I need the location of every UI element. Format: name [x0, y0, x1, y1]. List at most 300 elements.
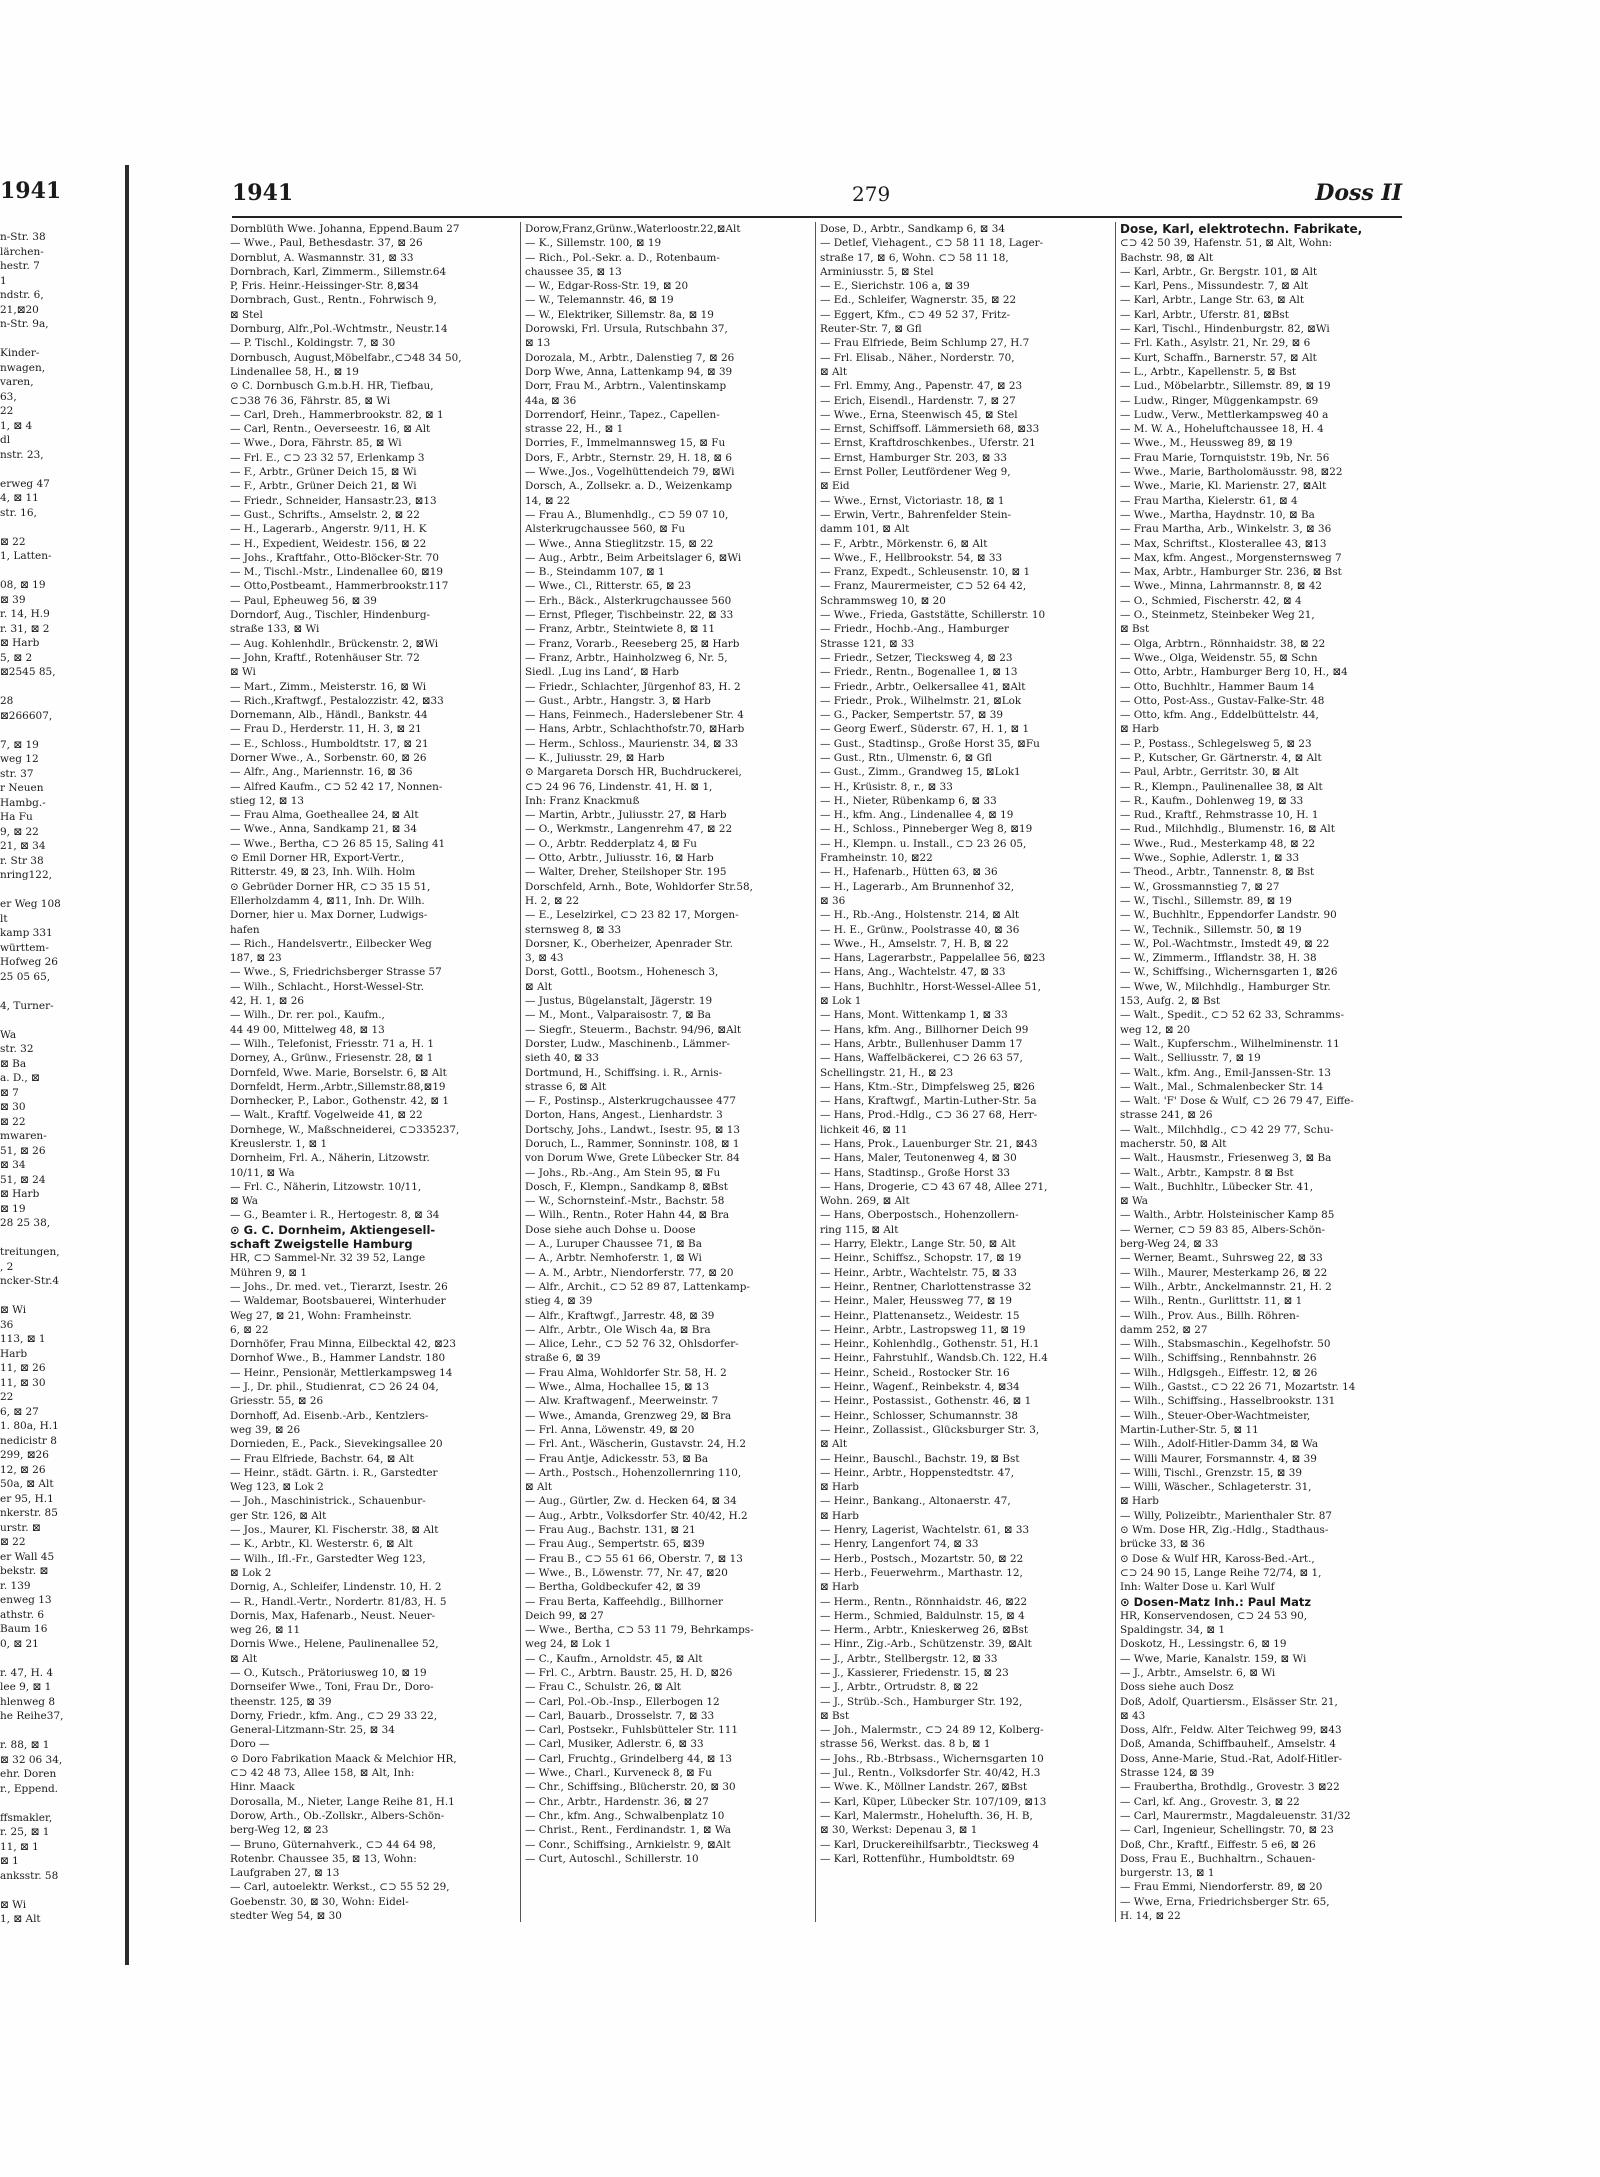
previous-page-line: 36 [0, 1318, 14, 1331]
previous-page-line: ehr. Doren [0, 1768, 57, 1780]
directory-entry: — Christ., Rent., Ferdinandstr. 1, ⊠ Wa [525, 1824, 731, 1837]
directory-entry: Dornhof Wwe., B., Hammer Landstr. 180 [230, 1352, 446, 1365]
previous-page-line: ⊠ 30 [0, 1101, 26, 1113]
book-spine [125, 165, 129, 1965]
directory-entry: — Wwe, Marie, Kanalstr. 159, ⊠ Wi [1120, 1652, 1307, 1665]
directory-entry: Inh: Franz Knackmuß [525, 794, 640, 807]
previous-page-line: mwaren- [0, 1130, 47, 1142]
directory-entry: — Walt., Kupferschm., Wilhelminenstr. 11 [1120, 1037, 1340, 1050]
directory-entry: weg 39, ⊠ 26 [230, 1423, 301, 1436]
previous-page-line: r., Eppend. [0, 1782, 59, 1795]
directory-entry: — Johs., Rb.-Ang., Am Stein 95, ⊠ Fu [525, 1166, 721, 1179]
previous-page-line: 11, ⊠ 30 [0, 1376, 46, 1389]
directory-entry: — Frau B., ⊂⊃ 55 61 66, Oberstr. 7, ⊠ 13 [525, 1552, 743, 1565]
directory-entry: — Wwe., Alma, Hochallee 15, ⊠ 13 [525, 1381, 710, 1394]
directory-entry: Dorow, Arth., Ob.-Zollskr., Albers-Schön- [230, 1809, 445, 1822]
directory-entry: ⊙ C. Dornbusch G.m.b.H. HR, Tiefbau, [230, 380, 434, 393]
directory-entry: — Willi, Wäscher., Schlageterstr. 31, [1120, 1481, 1312, 1494]
directory-entry: — J., Dr. phil., Studienrat, ⊂⊃ 26 24 04, [230, 1381, 439, 1394]
previous-page-line: r. 139 [0, 1579, 31, 1592]
directory-entry: — Walter, Dreher, Steilshoper Str. 195 [525, 866, 727, 879]
directory-entry: — Georg Ewerf., Süderstr. 67, H. 1, ⊠ 1 [820, 723, 1030, 736]
previous-page-line: r Neuen [0, 782, 44, 794]
directory-entry: — Herm., Schloss., Maurienstr. 34, ⊠ 33 [525, 737, 739, 750]
directory-entry: — Friedr., Arbtr., Oelkersallee 41, ⊠Alt [820, 680, 1026, 693]
directory-entry: — Frau Alma, Goetheallee 24, ⊠ Alt [230, 809, 419, 822]
previous-page-line: Wa [0, 1028, 17, 1041]
directory-entry: — H., kfm. Ang., Lindenallee 4, ⊠ 19 [820, 809, 1014, 822]
directory-entry: — Wwe.,Jos., Vogelhüttendeich 79, ⊠Wi [525, 466, 735, 479]
directory-entry: Dorndorf, Aug., Tischler, Hindenburg- [230, 609, 430, 622]
directory-entry: — Wwe., Bertha, ⊂⊃ 26 85 15, Saling 41 [230, 837, 446, 850]
directory-entry: — Herb., Postsch., Mozartstr. 50, ⊠ 22 [820, 1552, 1024, 1565]
previous-page-line: ⊠ Ba [0, 1057, 27, 1070]
directory-entry: Inh: Walter Dose u. Karl Wulf [1120, 1581, 1275, 1594]
previous-page-line: ffsmakler, [0, 1811, 53, 1824]
directory-entry: berg-Weg 24, ⊠ 33 [1120, 1238, 1219, 1251]
directory-entry: Dors, F., Arbtr., Sternstr. 29, H. 18, ⊠ 6 [525, 451, 733, 464]
directory-entry: — Wilh., Schiffsing., Rennbahnstr. 26 [1120, 1352, 1317, 1365]
directory-entry: — Walt., Mal., Schmalenbecker Str. 14 [1120, 1080, 1324, 1093]
previous-page-line: nwagen, [0, 361, 46, 374]
directory-entry: — Walth., Arbtr. Holsteinischer Kamp 85 [1120, 1209, 1335, 1222]
directory-entry: — Rud., Kraftf., Rehmstrasse 10, H. 1 [1120, 809, 1319, 822]
directory-entry: Weg 123, ⊠ Lok 2 [230, 1481, 324, 1494]
directory-entry: — H., Nieter, Rübenkamp 6, ⊠ 33 [820, 794, 997, 807]
directory-entry: Doß, Amanda, Schiffbauhelf., Amselstr. 4 [1120, 1738, 1336, 1751]
previous-page-line: ⊠266607, [0, 709, 53, 722]
directory-entry: — Wwe., Amanda, Grenzweg 29, ⊠ Bra [525, 1409, 732, 1422]
directory-page [150, 170, 1410, 1960]
directory-entry: ⊠ Harb [820, 1509, 859, 1522]
directory-entry: Dornseifer Wwe., Toni, Frau Dr., Doro- [230, 1681, 434, 1694]
directory-entry: — Wwe., B., Löwenstr. 77, Nr. 47, ⊠20 [525, 1566, 728, 1579]
directory-entry: — M., Mont., Valparaisostr. 7, ⊠ Ba [525, 1009, 711, 1022]
previous-page-line: erweg 47 [0, 477, 50, 490]
directory-entry: — Frl. E., ⊂⊃ 23 32 57, Erlenkamp 3 [230, 451, 425, 464]
directory-entry: — Hinr., Zig.-Arb., Schützenstr. 39, ⊠Alt [820, 1638, 1032, 1651]
directory-entry: — Carl, Pol.-Ob.-Insp., Ellerbogen 12 [525, 1695, 720, 1708]
directory-entry: — Bruno, Güternahverk., ⊂⊃ 44 64 98, [230, 1838, 436, 1851]
directory-entry: ⊠ Lok 1 [820, 995, 862, 1008]
previous-page-line: 51, ⊠ 24 [0, 1173, 46, 1186]
directory-entry: Hinr. Maack [230, 1781, 295, 1794]
directory-entry: — Otto,Postbeamt., Hammerbrookstr.117 [230, 580, 449, 593]
directory-entry: — L., Arbtr., Kapellenstr. 5, ⊠ Bst [1120, 365, 1297, 378]
directory-entry: ⊠ Stel [230, 308, 263, 321]
directory-entry: — Lud., Möbelarbtr., Sillemstr. 89, ⊠ 19 [1120, 380, 1331, 393]
directory-entry: — Herm., Arbtr., Knieskerweg 26, ⊠Bst [820, 1624, 1029, 1637]
directory-entry: — Walt., Selliusstr. 7, ⊠ 19 [1120, 1052, 1261, 1065]
previous-page-line: 299, ⊠26 [0, 1449, 49, 1461]
directory-entry: — H., Krüsistr. 8, r., ⊠ 33 [820, 780, 953, 793]
directory-entry: — Hans, Waffelbäckerei, ⊂⊃ 26 63 57, [820, 1052, 1023, 1065]
previous-page-line: nedicistr 8 [0, 1434, 57, 1447]
directory-entry: Dose, Karl, elektrotechn. Fabrikate, [1120, 222, 1363, 236]
directory-entry: H. 14, ⊠ 22 [1120, 1910, 1181, 1923]
directory-entry: — Rud., Milchhdlg., Blumenstr. 16, ⊠ Alt [1120, 823, 1335, 836]
directory-entry: — A., Luruper Chaussee 71, ⊠ Ba [525, 1238, 702, 1251]
directory-entry: — Karl, Arbtr., Uferstr. 81, ⊠Bst [1120, 308, 1289, 321]
directory-entry: 10/11, ⊠ Wa [230, 1166, 295, 1179]
directory-entry: Dornhecker, P., Labor., Gothenstr. 42, ⊠ 1 [230, 1095, 449, 1108]
column-divider [1115, 222, 1116, 1922]
directory-entry: Dosch, F., Klempn., Sandkamp 8, ⊠Bst [525, 1180, 728, 1193]
column-divider [520, 222, 521, 1922]
directory-entry: — H., Rb.-Ang., Holstenstr. 214, ⊠ Alt [820, 909, 1020, 922]
directory-entry: — H., Hafenarb., Hütten 63, ⊠ 36 [820, 866, 998, 879]
directory-entry: — Max, Schriftst., Klosterallee 43, ⊠13 [1120, 537, 1327, 550]
directory-entry: Dorner Wwe., A., Sorbenstr. 60, ⊠ 26 [230, 751, 427, 764]
directory-entry: ⊠ Harb [1120, 1495, 1159, 1508]
directory-entry: — Frau A., Blumenhdlg., ⊂⊃ 59 07 10, [525, 508, 729, 521]
directory-entry: — Arth., Postsch., Hohenzollernring 110, [525, 1466, 742, 1479]
directory-entry: Bachstr. 98, ⊠ Alt [1120, 251, 1214, 264]
directory-entry: — H., Expedient, Weidestr. 156, ⊠ 22 [230, 537, 427, 550]
previous-page-line: Baum 16 [0, 1623, 48, 1635]
directory-entry: — Martin, Arbtr., Juliusstr. 27, ⊠ Harb [525, 809, 727, 822]
directory-entry: — Frl. Anna, Löwenstr. 49, ⊠ 20 [525, 1423, 695, 1436]
directory-entry: — Hans, Buchhltr., Horst-Wessel-Allee 51, [820, 980, 1041, 993]
running-title: Doss II [1315, 180, 1402, 206]
directory-entry: — Herm., Rentn., Rönnhaidstr. 46, ⊠22 [820, 1595, 1028, 1608]
previous-page-text [0, 230, 63, 1927]
directory-entry: strasse 56, Werkst. das. 8 b, ⊠ 1 [820, 1738, 991, 1751]
directory-entry: 6, ⊠ 22 [230, 1323, 269, 1336]
previous-page-line: kamp 331 [0, 927, 53, 939]
directory-entry: — Gust., Arbtr., Hangstr. 3, ⊠ Harb [525, 694, 711, 707]
directory-entry: — Heinr., Scheid., Rostocker Str. 16 [820, 1366, 1010, 1379]
directory-entry: — Chr., Schiffsing., Blücherstr. 20, ⊠ 30 [525, 1781, 736, 1794]
directory-entry: Dortschy, Johs., Landwt., Isestr. 95, ⊠ 13 [525, 1123, 741, 1136]
directory-entry: — K., Juliusstr. 29, ⊠ Harb [525, 751, 665, 764]
directory-entry: — E., Schloss., Humboldtstr. 17, ⊠ 21 [230, 737, 429, 750]
directory-entry: — Siegfr., Steuerm., Bachstr. 94/96, ⊠Alt [525, 1023, 742, 1036]
page-year: 1941 [232, 180, 294, 206]
directory-entry: — Frau Emmi, Niendorferstr. 89, ⊠ 20 [1120, 1881, 1323, 1894]
directory-entry: ger Str. 126, ⊠ Alt [230, 1509, 327, 1522]
directory-entry: — Hans, Drogerie, ⊂⊃ 43 67 48, Allee 271, [820, 1180, 1048, 1193]
directory-entry: Dorsner, K., Oberheizer, Apenrader Str. [525, 937, 733, 950]
directory-entry: — Alfr., Archit., ⊂⊃ 52 89 87, Lattenkamp- [525, 1280, 750, 1293]
directory-entry: — Justus, Bügelanstalt, Jägerstr. 19 [525, 995, 713, 1008]
directory-entry: — Aug., Gürtler, Zw. d. Hecken 64, ⊠ 34 [525, 1495, 737, 1508]
directory-entry: — Wwe., Anna Stieglitzstr. 15, ⊠ 22 [525, 537, 714, 550]
directory-entry: Dornis, Max, Hafenarb., Neust. Neuer- [230, 1609, 436, 1622]
directory-entry: — Paul, Epheuweg 56, ⊠ 39 [230, 594, 377, 607]
directory-entry: — Frau Aug., Bachstr. 131, ⊠ 21 [525, 1524, 696, 1537]
previous-page-line: 22 [0, 1391, 14, 1403]
directory-entry: Doskotz, H., Lessingstr. 6, ⊠ 19 [1120, 1638, 1287, 1651]
directory-entry: — Hans, Prod.-Hdlg., ⊂⊃ 36 27 68, Herr- [820, 1109, 1038, 1122]
directory-entry: — R., Handl.-Vertr., Nordertr. 81/83, H. 5 [230, 1595, 447, 1608]
directory-entry: ⊠ Alt [820, 1438, 848, 1451]
directory-entry: straße 17, ⊠ 6, Wohn. ⊂⊃ 58 11 18, [820, 251, 1009, 264]
directory-entry: ⊠ Bst [1120, 623, 1150, 636]
directory-entry: macherstr. 50, ⊠ Alt [1120, 1138, 1227, 1150]
directory-entry: — Ernst, Pfleger, Tischbeinstr. 22, ⊠ 33 [525, 609, 734, 622]
directory-entry: stieg 12, ⊠ 13 [230, 794, 304, 807]
previous-page-line: , 2 [0, 1260, 14, 1273]
directory-entry: — Wwe., Paul, Bethesdastr. 37, ⊠ 26 [230, 237, 423, 250]
directory-entry: — Wwe., Erna, Steenwisch 45, ⊠ Stel [820, 408, 1018, 421]
previous-page-line: lärchen- [0, 245, 44, 258]
directory-entry: — Henry, Lagerist, Wachtelstr. 61, ⊠ 33 [820, 1524, 1030, 1537]
directory-entry: — Alfr., Ang., Mariennstr. 16, ⊠ 36 [230, 766, 413, 779]
directory-entry: P, Fris. Heinr.-Heissinger-Str. 8,⊠34 [230, 280, 419, 293]
previous-page-line [0, 1883, 63, 1898]
directory-entry: Dorosalla, M., Nieter, Lange Reihe 81, H.1 [230, 1795, 455, 1808]
previous-page-line: ⊠ Harb [0, 637, 40, 649]
directory-entry: Doss, Frau E., Buchhaltrn., Schauen- [1120, 1852, 1316, 1865]
column-1 [230, 222, 515, 1952]
directory-entry: — Heinr., Kohlenhdlg., Gothenstr. 51, H.1 [820, 1338, 1040, 1351]
directory-entry: — Herm., Schmied, Baldulnstr. 15, ⊠ 4 [820, 1609, 1025, 1622]
directory-entry: — Wilh., Maurer, Mesterkamp 26, ⊠ 22 [1120, 1266, 1328, 1279]
directory-entry: strasse 6, ⊠ Alt [525, 1080, 607, 1093]
directory-entry: Dorow,Franz,Grünw.,Waterloostr.22,⊠Alt [525, 223, 741, 235]
directory-entry: Doruch, L., Rammer, Sonninstr. 108, ⊠ 1 [525, 1138, 740, 1150]
directory-entry: — Wwe., Sophie, Adlerstr. 1, ⊠ 33 [1120, 852, 1300, 865]
directory-entry: — Friedr., Schlachter, Jürgenhof 83, H. 2 [525, 680, 741, 693]
directory-entry: — Wwe., Marie, Bartholomäusstr. 98, ⊠22 [1120, 466, 1343, 479]
directory-entry: — Otto, Arbtr., Juliusstr. 16, ⊠ Harb [525, 852, 714, 865]
previous-page-line: württem- [0, 941, 49, 954]
directory-entry: sternsweg 8, ⊠ 33 [525, 923, 622, 936]
directory-entry: — Wilh., Telefonist, Friesstr. 71 a, H. 1 [230, 1037, 434, 1050]
directory-entry: — J., Kassierer, Friedenstr. 15, ⊠ 23 [820, 1666, 1009, 1679]
directory-entry: — Carl, Ingenieur, Schellingstr. 70, ⊠ 23 [1120, 1824, 1334, 1837]
directory-entry: — W., Telemannstr. 46, ⊠ 19 [525, 294, 674, 307]
previous-page-line: 21, ⊠ 34 [0, 840, 46, 852]
directory-entry: — Wilh., Rentn., Gurlittstr. 11, ⊠ 1 [1120, 1295, 1303, 1308]
directory-entry: 187, ⊠ 23 [230, 952, 282, 965]
directory-entry: — Rich., Handelsvertr., Eilbecker Weg [230, 937, 432, 950]
directory-entry: — Carl, Dreh., Hammerbrookstr. 82, ⊠ 1 [230, 408, 444, 421]
directory-entry: lichkeit 46, ⊠ 11 [820, 1123, 908, 1136]
previous-page-line: 50a, ⊠ Alt [0, 1478, 54, 1490]
previous-page-line: 113, ⊠ 1 [0, 1333, 46, 1345]
directory-entry: — W., Tischl., Sillemstr. 89, ⊠ 19 [1120, 894, 1292, 907]
previous-page-line: r. 14, H.9 [0, 608, 50, 620]
directory-entry: — P., Kutscher, Gr. Gärtnerstr. 4, ⊠ Alt [1120, 751, 1322, 764]
directory-entry: Mühren 9, ⊠ 1 [230, 1266, 307, 1279]
directory-entry: Dornemann, Alb., Händl., Bankstr. 44 [230, 709, 428, 722]
directory-entry: ⊠ Alt [525, 980, 553, 993]
previous-page-line [0, 564, 63, 579]
directory-entry: Doß, Chr., Kraftf., Eiffestr. 5 e6, ⊠ 26 [1120, 1838, 1316, 1851]
directory-entry: — Walt., kfm. Ang., Emil-Janssen-Str. 13 [1120, 1066, 1332, 1079]
directory-entry: brücke 33, ⊠ 36 [1120, 1538, 1205, 1551]
directory-entry: — Wwe., Charl., Kurveneck 8, ⊠ Fu [525, 1767, 712, 1780]
previous-page-line: ⊠ 32 06 34, [0, 1753, 63, 1766]
directory-entry: — Karl, Malermstr., Hohelufth. 36, H. B, [820, 1809, 1033, 1822]
previous-page-line: urstr. ⊠ [0, 1521, 41, 1534]
directory-entry: Dorsch, A., Zollsekr. a. D., Weizenkamp [525, 480, 733, 493]
directory-entry: Dorton, Hans, Angest., Lienhardstr. 3 [525, 1109, 723, 1122]
directory-entry: — W., Technik., Sillemstr. 50, ⊠ 19 [1120, 923, 1302, 936]
directory-entry: ⊙ Emil Dorner HR, Export-Vertr., [230, 852, 405, 865]
directory-entry: ⊂⊃ 42 48 73, Allee 158, ⊠ Alt, Inh: [230, 1767, 415, 1780]
directory-entry: — F., Arbtr., Mörkenstr. 6, ⊠ Alt [820, 537, 988, 550]
directory-entry: HR, ⊂⊃ Sammel-Nr. 32 39 52, Lange [230, 1252, 426, 1265]
previous-page-line: hestr. 7 [0, 260, 40, 272]
directory-entry: — Wilh., Steuer-Ober-Wachtmeister, [1120, 1409, 1311, 1422]
directory-entry: Dornfeldt, Herm.,Arbtr.,Sillemstr.88,⊠19 [230, 1080, 446, 1093]
previous-page-line: r. 31, ⊠ 2 [0, 622, 50, 635]
directory-entry: — Chr., kfm. Ang., Schwalbenplatz 10 [525, 1809, 725, 1822]
previous-page-line: n-Str. 38 [0, 231, 46, 243]
previous-page-line: str. 16, [0, 506, 37, 519]
directory-entry: — Carl, Musiker, Adlerstr. 6, ⊠ 33 [525, 1738, 704, 1751]
directory-entry: — W., Schiffsing., Wichernsgarten 1, ⊠26 [1120, 966, 1338, 979]
directory-entry: Dornbrach, Gust., Rentn., Fohrwisch 9, [230, 294, 437, 307]
directory-entry: ⊙ G. C. Dornheim, Aktiengesell- [230, 1222, 436, 1237]
directory-entry: — Ernst, Kraftdroschkenbes., Uferstr. 21 [820, 437, 1036, 450]
directory-entry: — Heinr., Arbtr., Wachtelstr. 75, ⊠ 33 [820, 1266, 1017, 1279]
previous-page-line [0, 1013, 63, 1028]
previous-page-line: er 95, H.1 [0, 1492, 54, 1505]
directory-entry: — Walt., Kraftf. Vogelweide 41, ⊠ 22 [230, 1109, 423, 1122]
directory-entry: — Franz, Maurermeister, ⊂⊃ 52 64 42, [820, 580, 1027, 593]
previous-page-line: ⊠ 22 [0, 1536, 26, 1548]
directory-entry: von Dorum Wwe, Grete Lübecker Str. 84 [525, 1152, 740, 1165]
previous-page-line: 6, ⊠ 27 [0, 1405, 39, 1418]
directory-entry: — Aug., Arbtr., Volksdorfer Str. 40/42, H.2 [525, 1509, 748, 1522]
directory-entry: Dornis Wwe., Helene, Paulinenallee 52, [230, 1638, 439, 1651]
directory-entry: — Rich.,Kraftwgf., Pestalozzistr. 42, ⊠33 [230, 694, 444, 707]
previous-page-line [0, 1724, 63, 1739]
directory-entry: stedter Weg 54, ⊠ 30 [230, 1910, 342, 1923]
column-3 [820, 222, 1110, 1952]
directory-entry: — Ludw., Verw., Mettlerkampsweg 40 a [1120, 408, 1329, 421]
directory-entry: — Wilh., Gastst., ⊂⊃ 22 26 71, Mozartstr. 14 [1120, 1381, 1356, 1394]
directory-entry: Dose siehe auch Dohse u. Doose [525, 1223, 696, 1236]
directory-entry: — Otto, Arbtr., Hamburger Berg 10, H., ⊠4 [1120, 666, 1348, 679]
page-header [232, 178, 1402, 214]
previous-page-line: hlenweg 8 [0, 1695, 56, 1708]
previous-page-line: ⊠ 34 [0, 1159, 26, 1171]
directory-entry: Dorries, F., Immelmannsweg 15, ⊠ Fu [525, 437, 726, 450]
directory-entry: — Hans, Stadtinsp., Große Horst 33 [820, 1166, 1011, 1179]
directory-entry: weg 24, ⊠ Lok 1 [525, 1638, 612, 1651]
directory-entry: — Henry, Langenfort 74, ⊠ 33 [820, 1538, 979, 1551]
directory-entry: — C., Kaufm., Arnoldstr. 45, ⊠ Alt [525, 1652, 703, 1665]
directory-entry: — Heinr., Arbtr., Hoppenstedtstr. 47, [820, 1466, 1015, 1479]
previous-page-line: ⊠2545 85, [0, 666, 56, 678]
directory-entry: — Wwe., Minna, Lahrmannstr. 8, ⊠ 42 [1120, 580, 1323, 593]
directory-entry: — Aug., Arbtr., Beim Arbeitslager 6, ⊠Wi [525, 551, 742, 564]
directory-entry: Martin-Luther-Str. 5, ⊠ 11 [1120, 1423, 1259, 1436]
directory-entry: Dose, D., Arbtr., Sandkamp 6, ⊠ 34 [820, 223, 1005, 235]
directory-entry: — Wilh., Schiffsing., Hasselbrookstr. 131 [1120, 1395, 1336, 1408]
directory-entry: Dorrendorf, Heinr., Tapez., Capellen- [525, 408, 720, 421]
directory-entry: — Wwe., Frieda, Gaststätte, Schillerstr. 10 [820, 609, 1046, 622]
directory-entry: — Karl, Tischl., Hindenburgstr. 82, ⊠Wi [1120, 323, 1330, 336]
directory-entry: — Heinr., Maler, Heussweg 77, ⊠ 19 [820, 1295, 1013, 1308]
directory-entry: — Alfr., Kraftwgf., Jarrestr. 48, ⊠ 39 [525, 1309, 715, 1322]
directory-entry: — Erich, Eisendl., Hardenstr. 7, ⊠ 27 [820, 394, 1016, 407]
directory-entry: — Heinr., Schlosser, Schumannstr. 38 [820, 1409, 1019, 1422]
directory-entry: — W., Zimmerm., Ifflandstr. 38, H. 38 [1120, 952, 1317, 965]
directory-entry: — Heinr., Schiffsz., Schopstr. 17, ⊠ 19 [820, 1252, 1022, 1265]
directory-entry: — Carl, Postsekr., Fuhlsbütteler Str. 111 [525, 1724, 738, 1737]
directory-entry: — Paul, Arbtr., Gerritstr. 30, ⊠ Alt [1120, 766, 1299, 779]
directory-entry: ⊂⊃ 24 90 15, Lange Reihe 72/74, ⊠ 1, [1120, 1566, 1322, 1579]
directory-entry: — Wwe., Martha, Haydnstr. 10, ⊠ Ba [1120, 508, 1315, 521]
directory-entry: ⊠ Wa [230, 1195, 258, 1208]
previous-page-line [0, 723, 63, 738]
directory-entry: ⊠ Alt [525, 1481, 553, 1494]
previous-page-line: 1, Latten- [0, 550, 52, 562]
directory-entry: — Karl, Arbtr., Gr. Bergstr. 101, ⊠ Alt [1120, 265, 1318, 278]
directory-entry: — Gust., Rtn., Ulmenstr. 6, ⊠ Gfl [820, 751, 992, 764]
directory-entry: — Johs., Rb.-Btrbsass., Wichernsgarten 10 [820, 1752, 1044, 1765]
previous-page-line: ⊠ 19 [0, 1202, 26, 1215]
directory-entry: — Aug. Kohlenhdlr., Brückenstr. 2, ⊠Wi [230, 637, 439, 650]
directory-entry: — Alfr., Arbtr., Ole Wisch 4a, ⊠ Bra [525, 1323, 711, 1336]
directory-entry: — Frl. C., Näherin, Litzowstr. 10/11, [230, 1180, 422, 1193]
directory-entry: — A. M., Arbtr., Niendorferstr. 77, ⊠ 20 [525, 1266, 734, 1279]
directory-entry: — Wilh., Stabsmaschin., Kegelhofstr. 50 [1120, 1338, 1331, 1351]
directory-entry: Dortmund, H., Schiffsing. i. R., Arnis- [525, 1066, 723, 1079]
directory-entry: Dornburg, Alfr.,Pol.-Wchtmstr., Neustr.14 [230, 323, 448, 336]
previous-page-line: varen, [0, 376, 34, 388]
directory-entry: Kreuslerstr. 1, ⊠ 1 [230, 1138, 328, 1150]
directory-entry: — Wilh., Hdlgsgeh., Eiffestr. 12, ⊠ 26 [1120, 1366, 1318, 1379]
directory-entry: — Hans, Arbtr., Bullenhuser Damm 17 [820, 1037, 1023, 1050]
directory-entry: — Ed., Schleifer, Wagnerstr. 35, ⊠ 22 [820, 294, 1017, 307]
previous-page-line: 7, ⊠ 19 [0, 738, 39, 751]
directory-entry: — J., Arbtr., Amselstr. 6, ⊠ Wi [1120, 1666, 1276, 1679]
directory-entry: — Frau Antje, Adickesstr. 53, ⊠ Ba [525, 1452, 709, 1465]
directory-entry: Schrammsweg 10, ⊠ 20 [820, 594, 946, 607]
directory-entry: HR, Konservendosen, ⊂⊃ 24 53 90, [1120, 1609, 1308, 1622]
previous-page-line: Harb [0, 1347, 28, 1360]
directory-entry: sieth 40, ⊠ 33 [525, 1052, 600, 1065]
directory-entry: — Franz, Arbtr., Steintwiete 8, ⊠ 11 [525, 623, 715, 636]
previous-page-line [0, 1231, 63, 1246]
directory-entry: Dorst, Gottl., Bootsm., Hohenesch 3, [525, 966, 719, 979]
directory-entry: — W., Grossmannstieg 7, ⊠ 27 [1120, 880, 1280, 893]
directory-entry: — Werner, Beamt., Suhrsweg 22, ⊠ 33 [1120, 1252, 1323, 1265]
previous-page-line: r. 47, H. 4 [0, 1666, 54, 1679]
directory-entry: Goebenstr. 30, ⊠ 30, Wohn: Eidel- [230, 1895, 409, 1908]
previous-page-line: lt [0, 912, 8, 925]
directory-entry: — Karl, Pens., Missundestr. 7, ⊠ Alt [1120, 280, 1309, 293]
directory-entry: Spaldingstr. 34, ⊠ 1 [1120, 1624, 1225, 1637]
directory-entry: ⊠ Wi [230, 666, 256, 679]
directory-entry: — Olga, Arbtrn., Rönnhaidstr. 38, ⊠ 22 [1120, 637, 1326, 650]
directory-entry: ⊠ Harb [1120, 723, 1159, 736]
directory-entry: Griesstr. 55, ⊠ 26 [230, 1395, 324, 1408]
directory-entry: — Theod., Arbtr., Tannenstr. 8, ⊠ Bst [1120, 866, 1315, 879]
directory-entry: ⊙ Doro Fabrikation Maack & Melchior HR, [230, 1752, 457, 1765]
directory-entry: — O., Steinmetz, Steinbeker Weg 21, [1120, 609, 1315, 622]
previous-page-year: 1941 [0, 178, 62, 204]
directory-entry: ⊠ Eid [820, 480, 850, 493]
previous-page-line: 1 [0, 274, 7, 287]
directory-entry: theenstr. 125, ⊠ 39 [230, 1695, 332, 1708]
directory-entry: Strasse 124, ⊠ 39 [1120, 1767, 1215, 1780]
previous-page-line: 5, ⊠ 2 [0, 651, 33, 664]
directory-entry: — Heinr., Wagenf., Reinbekstr. 4, ⊠34 [820, 1381, 1020, 1394]
directory-entry: 14, ⊠ 22 [525, 494, 571, 507]
directory-entry: ring 115, ⊠ Alt [820, 1223, 899, 1236]
directory-entry: — Jul., Rentn., Volksdorfer Str. 40/42, H.3 [820, 1767, 1041, 1780]
previous-page-line [0, 1651, 63, 1666]
directory-entry: — Hans, kfm. Ang., Billhorner Deich 99 [820, 1023, 1029, 1036]
